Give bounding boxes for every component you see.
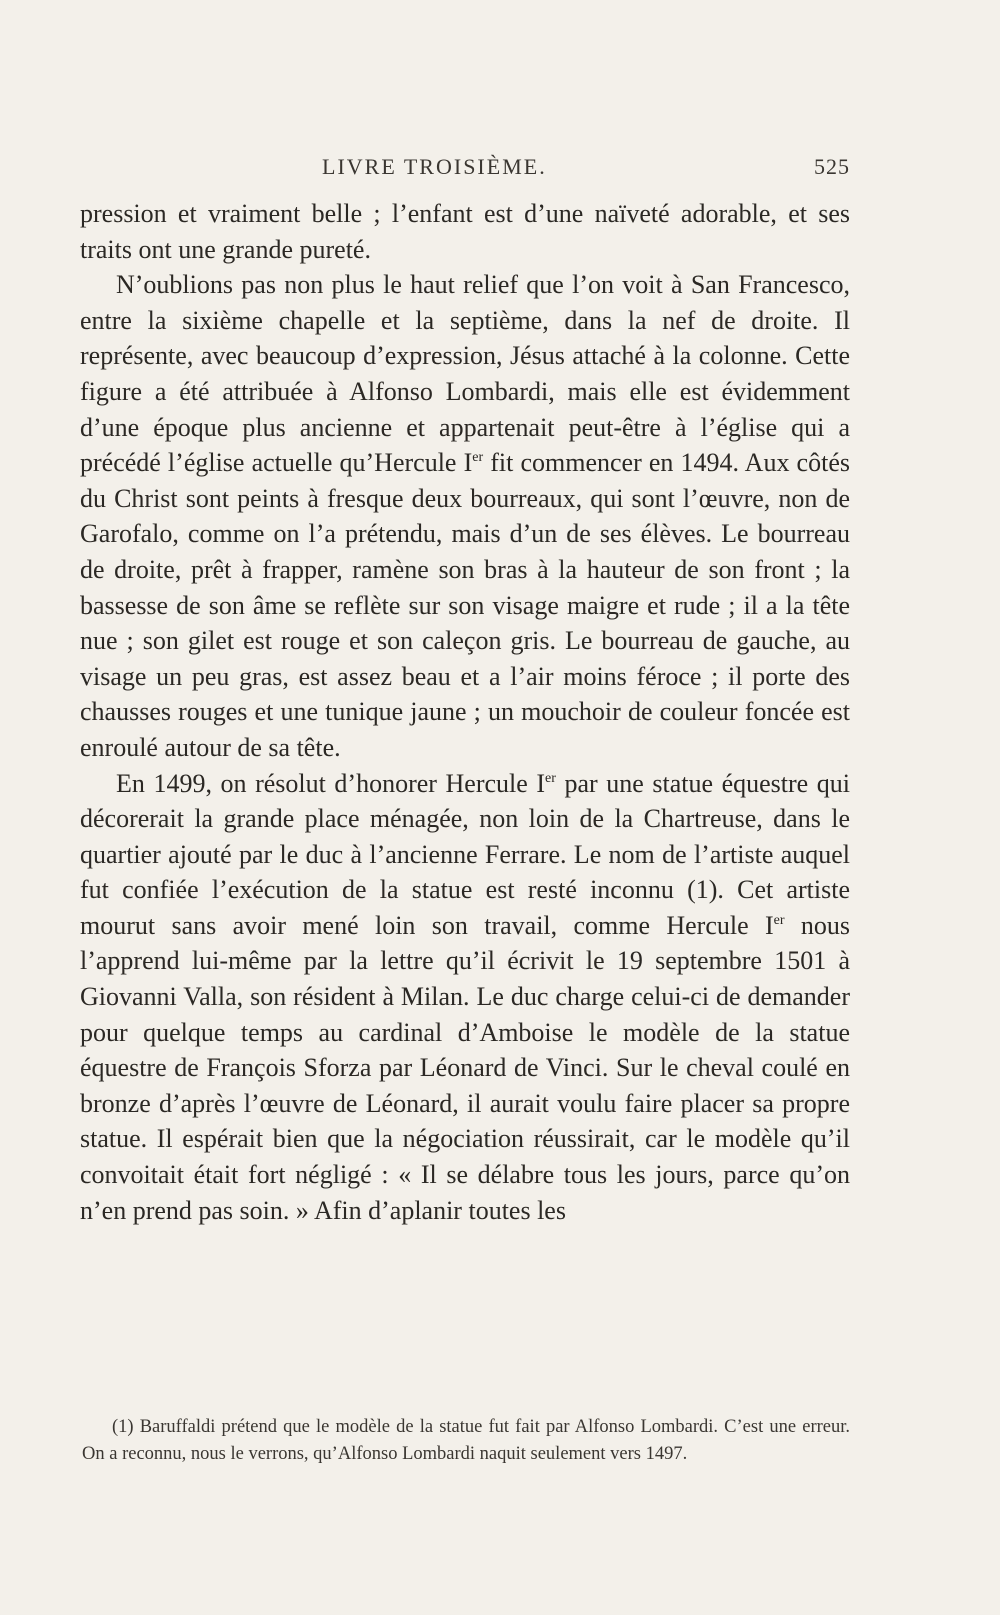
page-header [80, 148, 850, 182]
paragraph-3 [80, 766, 850, 1229]
footnote [82, 1414, 850, 1468]
paragraph-2-text-b: fit commencer en 1494. Aux côtés du Christ sont peints à fresque deux bourreaux, qui sont l’œuvre, non de Garofalo, comme on l’a prétendu, mais d’un de ses élèves. Le bourreau de droite, prêt à frapper, ramène son bras à la hauteur de son front ; la bassesse de son âme se reflète sur son visage maigre et rude ; il a la tête nue ; son gilet est rouge et son caleçon gris. Le bourreau de gauche, au visage un peu gras, est assez beau et a l’air moins féroce ; il porte des chausses rouges et une tunique jaune ; un mouchoir de couleur foncée est enroulé autour de sa tête. [80, 448, 850, 762]
paragraph-1 [80, 196, 850, 267]
running-title: LIVRE TROISIÈME. [322, 154, 547, 179]
footnote-text: (1) Baruffaldi prétend que le modèle de la statue fut fait par Alfonso Lombardi. C’est une erreur. On a reconnu, nous le verrons, qu’Alfonso Lombardi naquit seulement vers 1497. [82, 1417, 850, 1464]
paragraph-1-text: pression et vraiment belle ; l’enfant est d’une naïveté adorable, et ses traits ont une grande pureté. [80, 199, 850, 264]
superscript-er: er [472, 450, 484, 466]
page-number: 525 [814, 154, 850, 179]
main-text [80, 196, 850, 1228]
paragraph-3-text-b: par une statue équestre qui décorerait la grande place ménagée, non loin de la Chartreuse, dans le quartier ajouté par le duc à l’ancienne Ferrare. Le nom de l’artiste auquel fut confiée l’exécution de la statue est resté inconnu (1). Cet artiste mourut sans avoir mené loin son travail, comme Hercule I [80, 768, 850, 940]
paragraph-2 [80, 267, 850, 765]
superscript-er: er [545, 770, 556, 786]
superscript-er: er [773, 912, 785, 928]
paragraph-3-text-a: En 1499, on résolut d’honorer Hercule I [116, 768, 546, 798]
paragraph-3-text-c: nous l’apprend lui-même par la lettre qu’il écrivit le 19 septembre 1501 à Giovanni Valla, son résident à Milan. Le duc charge celui-ci de demander pour quelque temps au cardinal d’Amboise le modèle de la statue équestre de François Sforza par Léonard de Vinci. Sur le cheval coulé en bronze d’après l’œuvre de Léonard, il aurait voulu faire placer sa propre statue. Il espérait bien que la négociation réussirait, car le modèle qu’il convoitait était fort négligé : « Il se délabre tous les jours, parce qu’on n’en prend pas soin. » Afin d’aplanir toutes les [80, 910, 850, 1225]
paragraph-2-text-a: N’oublions pas non plus le haut relief que l’on voit à San Francesco, entre la sixième chapelle et la septième, dans la nef de droite. Il représente, avec beaucoup d’expression, Jésus attaché à la colonne. Cette figure a été attribuée à Alfonso Lombardi, mais elle est évidemment d’une époque plus ancienne et appartenait peut-être à l’église qui a précédé l’église actuelle qu’Hercule I [80, 270, 850, 478]
